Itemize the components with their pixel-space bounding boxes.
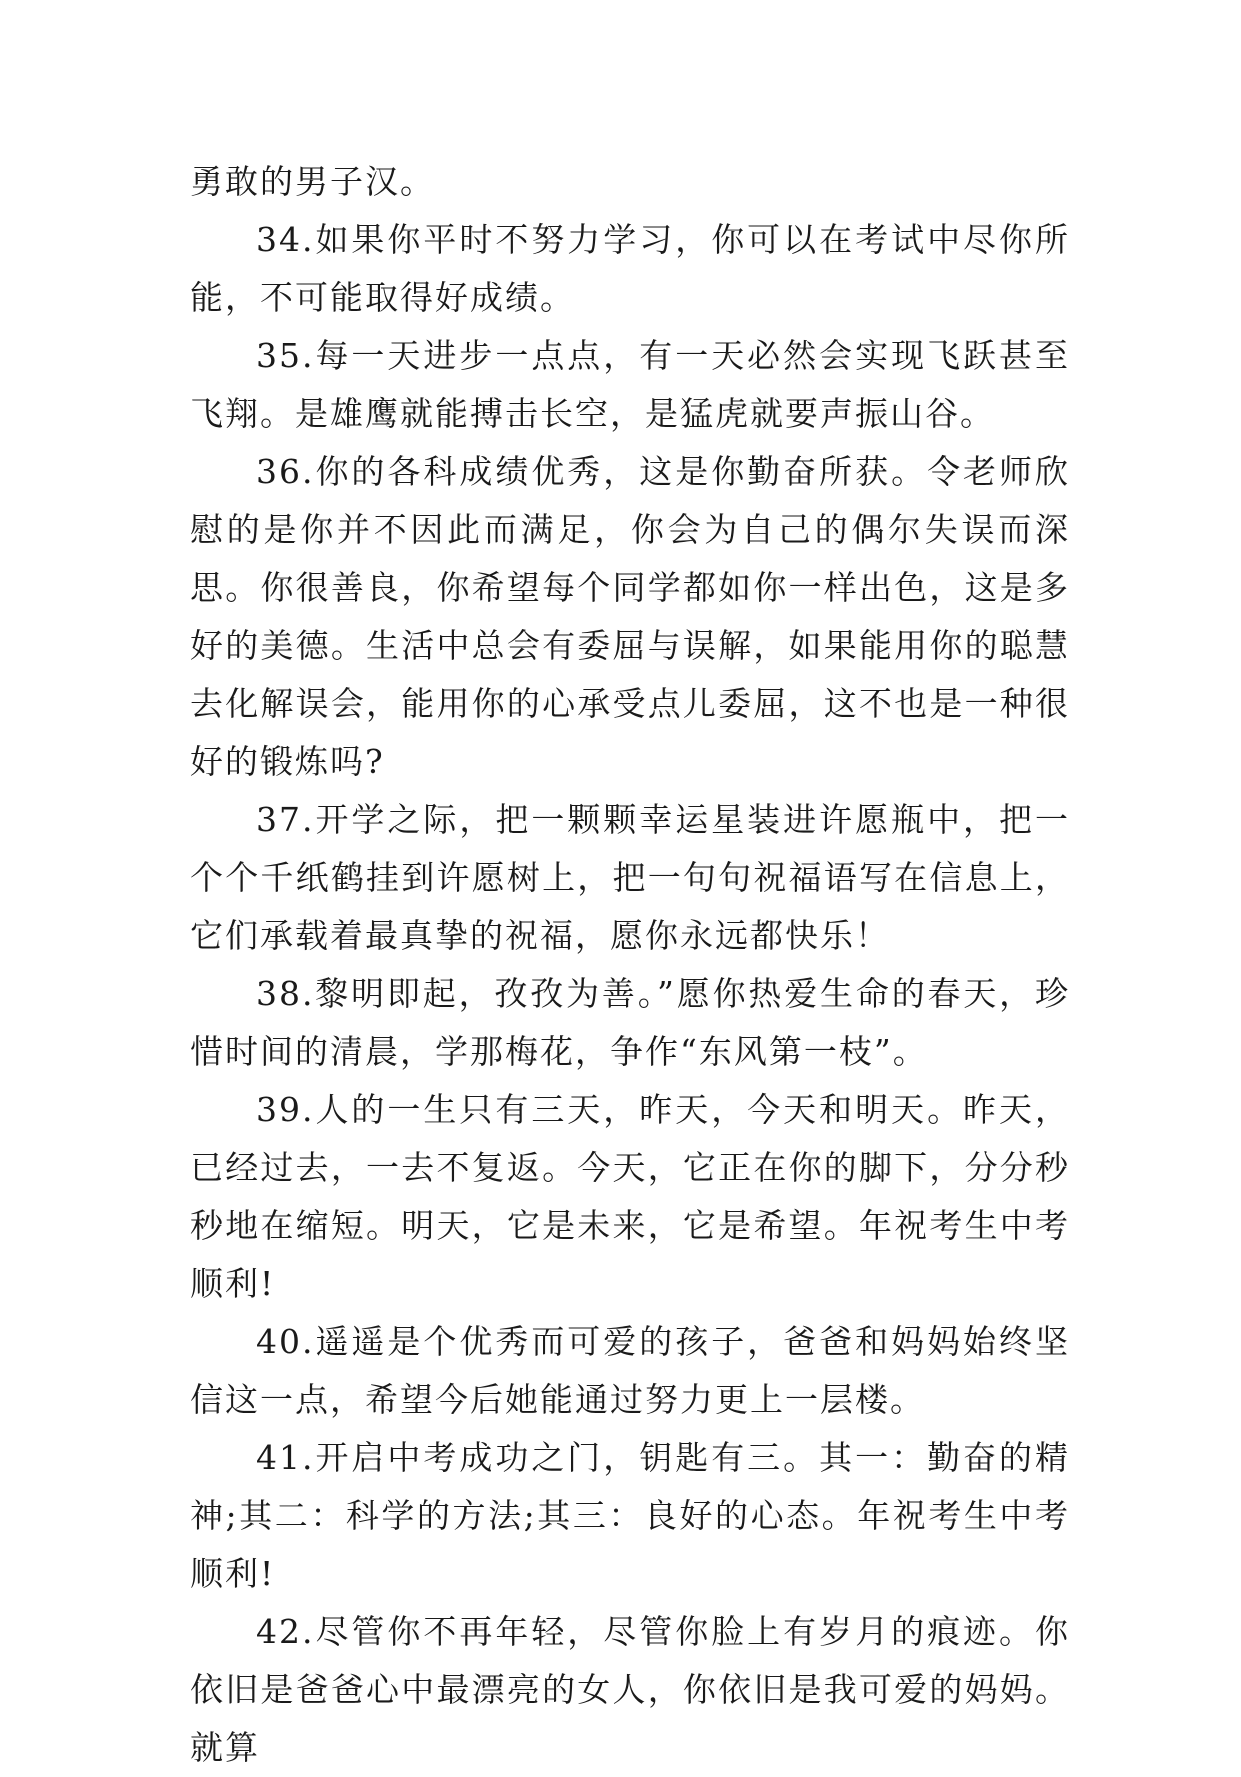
paragraph-35: 35.每一天进步一点点，有一天必然会实现飞跃甚至飞翔。是雄鹰就能搏击长空，是猛虎就要声振山谷。 (190, 336, 1070, 433)
paragraph-39: 39.人的一生只有三天，昨天，今天和明天。昨天，已经过去，一去不复返。今天，它正在你的脚下，分分秒秒地在缩短。明天，它是未来，它是希望。年祝考生中考顺利! (190, 1090, 1070, 1303)
paragraph-36: 36.你的各科成绩优秀，这是你勤奋所获。令老师欣慰的是你并不因此而满足，你会为自己的偶尔失误而深思。你很善良，你希望每个同学都如你一样出色，这是多好的美德。生活中总会有委屈与误解，如果能用你的聪慧去化解误会，能用你的心承受点儿委屈，这不也是一种很好的锻炼吗? (190, 452, 1070, 781)
paragraph-34: 34.如果你平时不努力学习，你可以在考试中尽你所能，不可能取得好成绩。 (190, 220, 1070, 317)
paragraph-40: 40.遥遥是个优秀而可爱的孩子，爸爸和妈妈始终坚信这一点，希望今后她能通过努力更上一层楼。 (190, 1322, 1070, 1419)
paragraph-42: 42.尽管你不再年轻，尽管你脸上有岁月的痕迹。你依旧是爸爸心中最漂亮的女人，你依旧是我可爱的妈妈。就算 (190, 1612, 1070, 1767)
paragraph-37: 37.开学之际，把一颗颗幸运星装进许愿瓶中，把一个个千纸鹤挂到许愿树上，把一句句祝福语写在信息上，它们承载着最真挚的祝福，愿你永远都快乐！ (190, 800, 1070, 955)
paragraph-38: 38.黎明即起，孜孜为善。”愿你热爱生命的春天，珍惜时间的清晨，学那梅花，争作“东风第一枝”。 (190, 974, 1070, 1071)
body-text (190, 153, 1070, 1777)
paragraph-continuation: 勇敢的男子汉。 (190, 162, 435, 201)
paragraph-41: 41.开启中考成功之门，钥匙有三。其一：勤奋的精神;其二：科学的方法;其三：良好的心态。年祝考生中考顺利! (190, 1438, 1070, 1593)
